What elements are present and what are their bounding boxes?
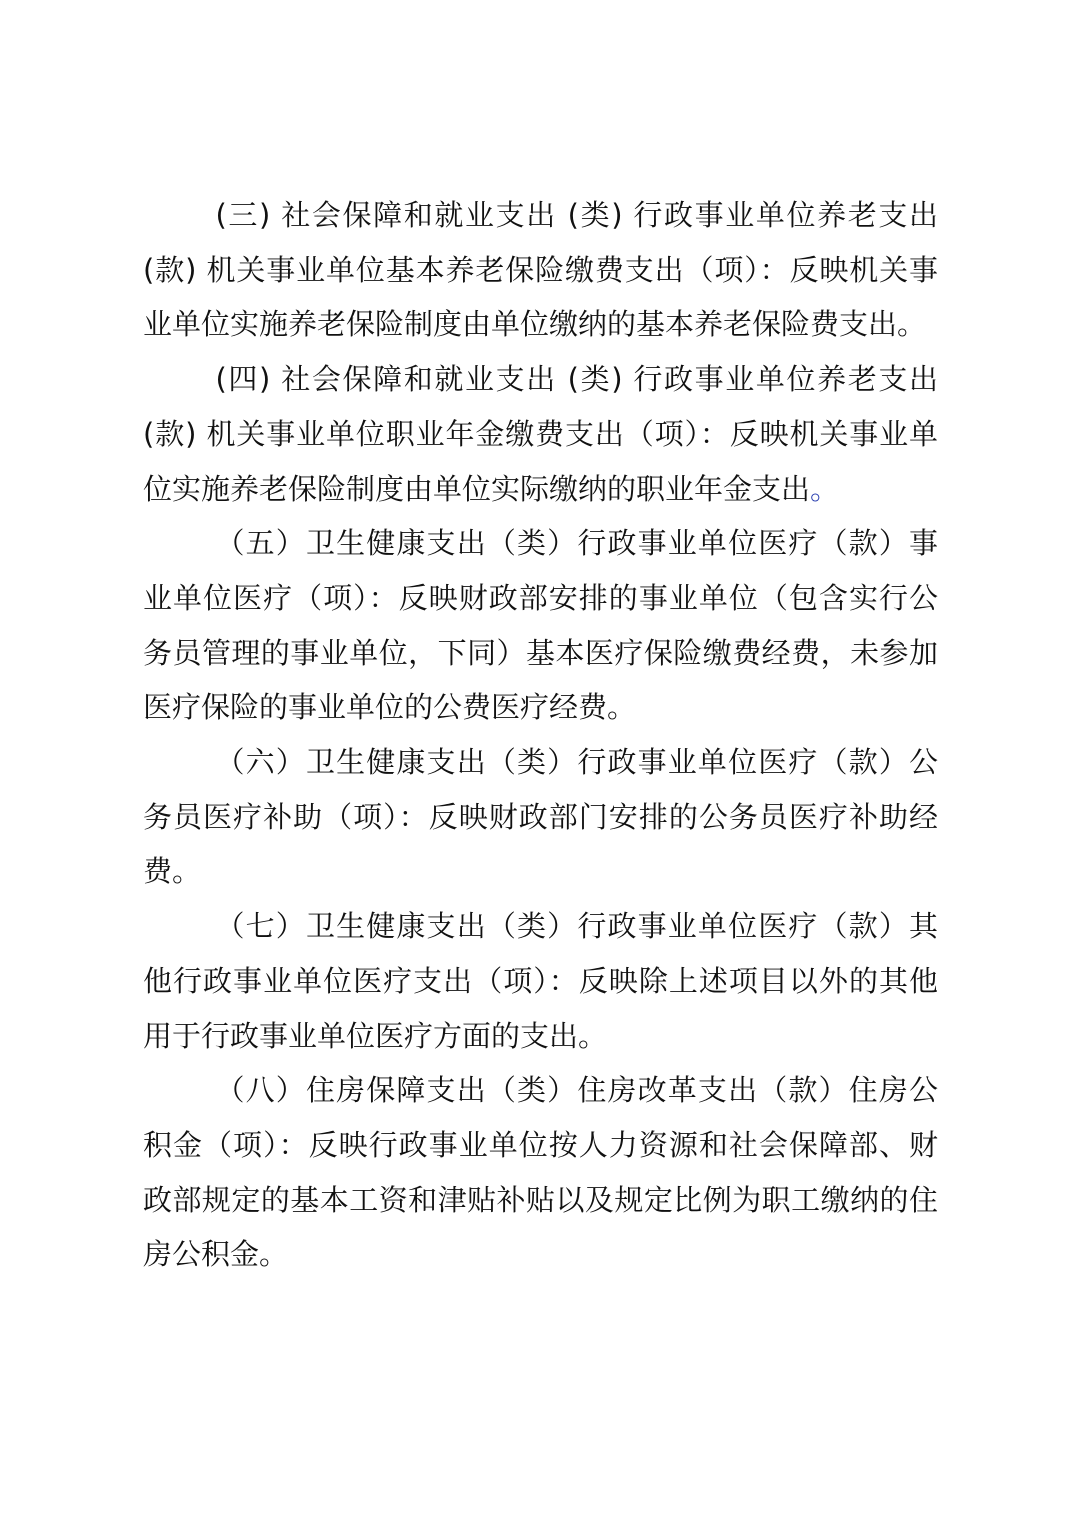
paragraph-4-end-mark: 。 xyxy=(810,471,840,506)
paragraph-8-text: （八）住房保障支出（类）住房改革支出（款）住房公积金（项）：反映行政事业单位按人力资源和社会保障部、财政部规定的基本工资和津贴补贴以及规定比例为职工缴纳的住房公积金。 xyxy=(143,1073,938,1272)
paragraph-6-text: （六）卫生健康支出（类）行政事业单位医疗（款）公务员医疗补助（项）：反映财政部门安排的公务员医疗补助经费。 xyxy=(143,745,938,889)
paragraph-3-text: (三) 社会保障和就业支出 (类) 行政事业单位养老支出 (款) 机关事业单位基本养老保险缴费支出（项）：反映机关事业单位实施养老保险制度由单位缴纳的基本养老保险费支出。 xyxy=(143,198,938,342)
paragraph-4-text: (四) 社会保障和就业支出 (类) 行政事业单位养老支出 (款) 机关事业单位职业年金缴费支出（项）：反映机关事业单位实施养老保险制度由单位实际缴纳的职业年金支出 xyxy=(143,362,938,506)
paragraph-7-text: （七）卫生健康支出（类）行政事业单位医疗（款）其他行政事业单位医疗支出（项）：反映除上述项目以外的其他用于行政事业单位医疗方面的支出。 xyxy=(143,909,938,1053)
paragraph-5 xyxy=(143,516,938,735)
paragraph-7 xyxy=(143,899,938,1063)
document-page xyxy=(143,188,938,1282)
paragraph-5-text: （五）卫生健康支出（类）行政事业单位医疗（款）事业单位医疗（项）：反映财政部安排的事业单位（包含实行公务员管理的事业单位，下同）基本医疗保险缴费经费，未参加医疗保险的事业单位的公费医疗经费。 xyxy=(143,526,938,725)
paragraph-4 xyxy=(143,352,938,516)
paragraph-6 xyxy=(143,735,938,899)
paragraph-3 xyxy=(143,188,938,352)
paragraph-8 xyxy=(143,1063,938,1282)
